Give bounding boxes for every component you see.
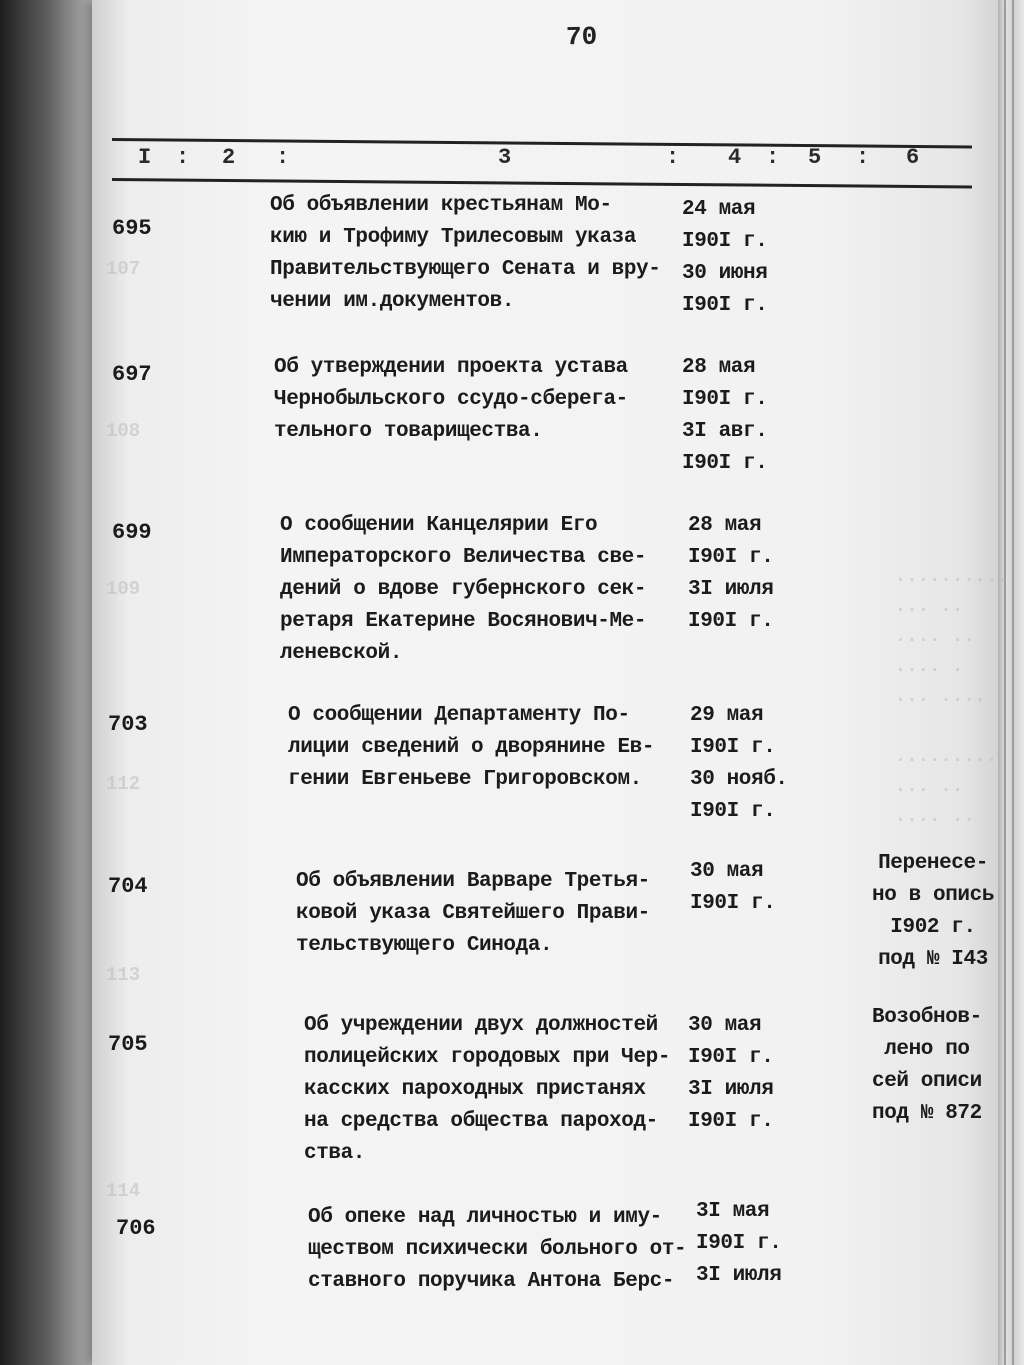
column-separator: : [276,145,290,170]
book-gutter-left [0,0,100,1365]
show-through-text: ········· ··· ·· ···· ·· [894,749,998,831]
show-through-text: 113 [106,964,141,986]
page-number: 70 [565,21,598,53]
show-through-text: 109 [106,578,141,600]
show-through-text: 107 [106,258,141,280]
column-separator: : [176,145,190,170]
entry-dates: 28 мая I90I г. 3I июля I90I г. [688,514,774,633]
entry-number: 699 [112,520,152,545]
column-header-3: 3 [498,145,512,170]
entry-number: 706 [116,1216,156,1241]
header-bottom-rule [112,178,972,189]
column-header-6: 6 [906,145,920,170]
entry-description: Об утверждении проекта устава Чернобыльского ссудо-сберега- тельного товарищества. [274,356,628,443]
column-separator: : [666,145,680,170]
show-through-text: 108 [106,420,141,442]
entry-description: Об объявлении крестьянам Мо- кию и Трофиму Трилесовым указа Правительствующего Сената и вру- чении им.документов. [270,194,661,313]
entry-number: 695 [112,216,152,241]
column-header-4: 4 [728,145,742,170]
entry-description: Об объявлении Варваре Третья- ковой указа Святейшего Прави- тельствующего Синода. [296,870,650,957]
page-edge-line [1012,0,1014,1365]
column-separator: : [766,145,780,170]
entry-dates: 28 мая I90I г. 3I авг. I90I г. [682,356,768,475]
entry-description: О сообщении Департаменту По- лиции сведений о дворянине Ев- гении Евгеньеве Григоровском. [288,704,655,791]
entry-dates: 3I мая I90I г. 3I июля [696,1200,782,1287]
show-through-text: ·········· ··· ·· ···· ·· ···· · ··· ···· [894,569,1009,711]
column-header-1: I [138,145,152,170]
entry-number: 705 [108,1032,148,1057]
show-through-text: 112 [106,773,141,795]
column-header-2: 2 [222,145,236,170]
show-through-text: 114 [106,1180,141,1202]
entry-number: 704 [108,874,148,899]
entry-dates: 30 мая I90I г. 3I июля I90I г. [688,1014,774,1133]
header-top-rule [112,138,972,149]
entry-number: 697 [112,362,152,387]
entry-note: Перенесе- но в опись I902 г. под № I43 [872,852,995,971]
entry-dates: 29 мая I90I г. 30 нояб. I90I г. [690,704,788,823]
entry-number: 703 [108,712,148,737]
column-separator: : [856,145,870,170]
document-page [92,0,1009,1365]
entry-description: О сообщении Канцелярии Его Императорского Величества све- дений о вдове губернского сек- ретаря Екатерине Восянович-Ме- леневской. [280,514,647,665]
entry-description: Об опеке над личностью и иму- ществом психически больного от- ставного поручика Антона Берс- [308,1206,687,1293]
column-header-5: 5 [808,145,822,170]
entry-note: Возобнов- лено по сей описи под № 872 [872,1006,982,1125]
entry-dates: 24 мая I90I г. 30 июня I90I г. [682,198,768,317]
entry-dates: 30 мая I90I г. [690,860,776,915]
entry-description: Об учреждении двух должностей полицейских городовых при Чер- касских пароходных пристанях на средства общества пароход- ства. [304,1014,671,1165]
